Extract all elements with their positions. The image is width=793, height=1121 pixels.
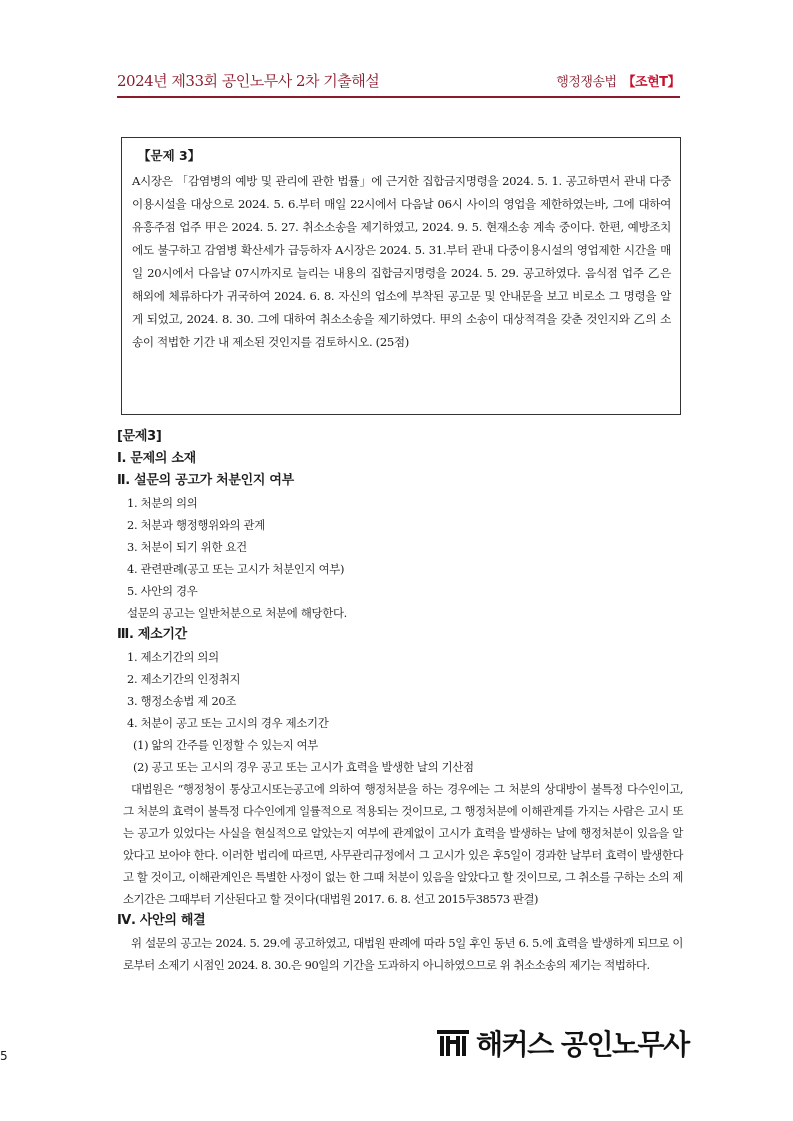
section-2-item: 2. 처분과 행정행위와의 관계 [127, 518, 265, 532]
answer-content [117, 426, 683, 976]
question-body: A시장은 「감염병의 예방 및 관리에 관한 법률」에 근거한 집합금지명령을 2024. 5. 1. 공고하면서 관내 다중이용시설을 대상으로 2024. 5. 6.부터 매일 22시에서 다음날 06시 사이의 영업을 제한하였는바, 그에 대하여 유흥주점 업주 甲은 2024. 5. 27. 취소소송을 제기하였고, 2024. 9. 5. 현재소송 계속 중이다. 한편, 예방조치에도 불구하고 감염병 확산세가 급등하자 A시장은 2024. 5. 31.부터 관내 다중이용시설의 영업제한 시간을 매일 20시에서 다음날 07시까지로 늘리는 내용의 집합금지명령을 2024. 5. 29. 공고하였다. 음식점 업주 乙은 해외에 체류하다가 귀국하여 2024. 6. 8. 자신의 업소에 부착된 공고문 및 안내문을 보고 비로소 그 명령을 알게 되었고, 2024. 8. 30. 그에 대하여 취소소송을 제기하였다. 甲의 소송이 대상적격을 갖춘 것인지와 乙의 소송이 적법한 기간 내 제소된 것인지를 검토하시오. (25점) [132, 174, 671, 349]
section-4-body: 위 설문의 공고는 2024. 5. 29.에 공고하였고, 대법원 판례에 따라 5일 후인 동년 6. 5.에 효력을 발생하게 되므로 이로부터 소제기 시점인 2024. 8. 30.은 90일의 기간을 도과하지 아니하였으므로 위 취소소송의 제기는 적법하다. [123, 936, 683, 972]
section-3-item: 2. 제소기간의 인정취지 [127, 672, 241, 686]
section-3-subitem: (1) 앎의 간주를 인정할 수 있는지 여부 [133, 738, 319, 752]
header-title: 2024년 제33회 공인노무사 2차 기출해설 [117, 72, 380, 90]
section-3-subitem: (2) 공고 또는 고시의 경우 공고 또는 고시가 효력을 발생한 날의 기산점 [133, 760, 474, 774]
section-3-item: 1. 제소기간의 의의 [127, 650, 219, 664]
hackers-logo-icon [436, 1028, 470, 1058]
section-3-item: 4. 처분이 공고 또는 고시의 경우 제소기간 [127, 716, 329, 730]
section-2-item: 3. 처분이 되기 위한 요건 [127, 540, 247, 554]
section-2-item: 1. 처분의 의의 [127, 496, 198, 510]
header-subject: 행정쟁송법 [556, 75, 617, 90]
question-box [121, 137, 681, 415]
header-author: 【조현T】 [622, 75, 680, 90]
section-2-conclusion: 설문의 공고는 일반처분으로 처분에 해당한다. [127, 606, 347, 620]
section-2-item: 5. 사안의 경우 [127, 584, 198, 598]
section-2-title: Ⅱ. 설문의 공고가 처분인지 여부 [117, 473, 294, 488]
footer-logo [436, 1024, 689, 1062]
section-1-title: Ⅰ. 문제의 소재 [117, 451, 196, 466]
section-3-title: Ⅲ. 제소기간 [117, 627, 187, 642]
header-subject-block [556, 71, 680, 90]
page-number: 5 [0, 1049, 8, 1063]
footer-brand: 해커스 공인노무사 [476, 1028, 689, 1061]
section-4-title: Ⅳ. 사안의 해결 [117, 913, 206, 928]
section-3-item: 3. 행정소송법 제 20조 [127, 694, 237, 708]
section-2-item: 4. 관련판례(공고 또는 고시가 처분인지 여부) [127, 562, 345, 576]
answer-label: [문제3] [117, 429, 162, 444]
page-header [117, 62, 680, 98]
question-title: 【문제 3】 [138, 148, 201, 163]
supreme-court-quote: 대법원은 “행정청이 통상고시또는공고에 의하여 행정처분을 하는 경우에는 그 처분의 상대방이 불특정 다수인이고, 그 처분의 효력이 불특정 다수인에게 일률적으로 적용되는 것이므로, 그 행정처분에 이해관계를 가지는 사람은 고시 또는 공고가 있었다는 사실을 현실적으로 알았는지 여부에 관계없이 고시가 효력을 발생하는 날에 행정처분이 있음을 알았다고 보아야 한다. 이러한 법리에 따르면, 사무관리규정에서 그 고시가 있은 후5일이 경과한 날부터 효력이 발생한다고 할 것이고, 이해관계인은 특별한 사정이 없는 한 그때 처분이 있음을 알았다고 할 것이므로, 그 취소를 구하는 소의 제소기간은 그때부터 기산된다고 할 것이다(대법원 2017. 6. 8. 선고 2015두38573 판결) [123, 782, 683, 906]
